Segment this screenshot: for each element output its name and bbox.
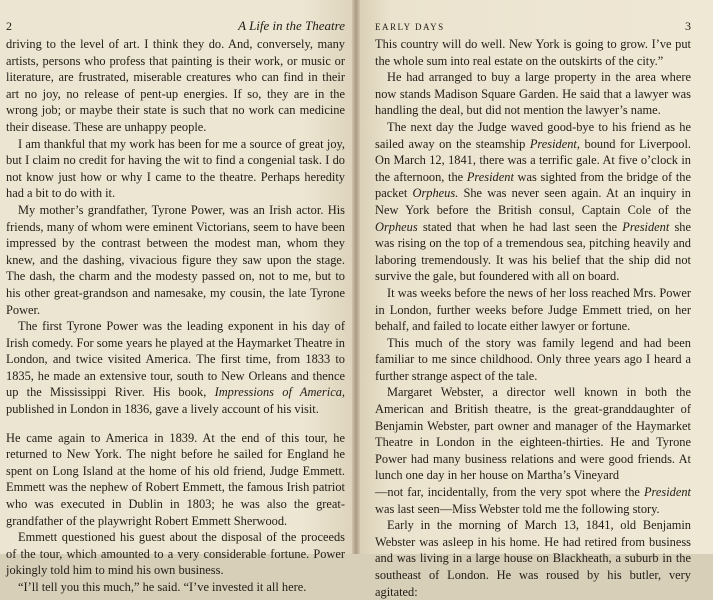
right-page [355,0,713,599]
ship-name: President [622,219,670,234]
paragraph: This much of the story was family legend and had been familiar to me since childhood. Only three years ago I heard a further strange aspect of the tale. [375,335,691,383]
page-number: 2 [6,19,12,33]
paragraph: It was weeks before the news of her loss reached Mrs. Power in London, further weeks before Judge Emmett tried, on her behalf, and failed to locate either lawyer or fortune. [375,285,691,334]
ship-name: President [466,169,514,184]
right-page-header [375,16,691,36]
book-title: Impressions of America, [214,385,345,400]
text-run: was last seen—Miss Webster told me the following story. [375,501,660,516]
paragraph: This country will do well. New York is going to grow. I’ve put the whole sum into real estate on the outskirts of the city.” [375,37,691,68]
text-run: was sighted from the bridge of the packet [375,169,691,201]
paragraph: Emmett questioned his guest about the disposal of the proceeds of the tour, which amounted to a very considerable fortune. Power jokingly told him to mind his own business. [6,530,345,578]
running-head: A Life in the Theatre [238,18,345,33]
paragraph [6,318,345,418]
ship-name: President, [529,136,580,151]
ship-name: Orpheus. [412,186,459,201]
ship-name: President [643,485,691,500]
paragraph: My mother’s grandfather, Tyrone Power, was an Irish actor. His friends, many of whom were eminent Victorians, seem to have been impressed by the contrast between the modest man, whom they knew, and the dashing, vivacious figure they saw upon the stage. The dash, the charm and the modesty passed on, not to me, but to his other great-grandson and namesake, my cousin, the late Tyrone Power. [6,202,345,317]
running-head: EARLY DAYS [375,22,445,32]
text-run: —not far, incidentally, from the very spot where the [375,485,644,500]
paragraph: driving to the level of art. I think they do. And, conversely, many artists, persons who profess that painting is their work, or music or literature, are frustrated, miserable creatures who can find in their art no joy, no release of pent-up energies. If so, they are in the wrong job; or maybe their state is such that no work can medicine their disease. These are unhappy people. [6,37,345,134]
text-run: published in London in 1836, gave a lively account of his visit. [6,402,319,417]
paragraph: “I’ll tell you this much,” he said. “I’ve invested it all here. [18,580,307,594]
paragraph: Early in the morning of March 13, 1841, old Benjamin Webster was asleep in his home. He had retired from business and was living in a large house on Blackheath, a suburb in the southeast of London. He was roused by his butler, very agitated: [375,518,691,599]
paragraph [375,119,691,285]
paragraph: He came again to America in 1839. At the end of this tour, he returned to New York. The night before he sailed for England he spent on Long Island at the home of his old friend, Judge Emmett. Emmett was the nephew of Robert Emmett, the famous Irish patriot who was executed in Dublin in 1803; he was also the great-grandfather of the playwright Robert Emmett Sherwood. [6,430,345,528]
text-run: stated that when he had last seen the [417,219,623,234]
right-page-body [375,36,691,600]
left-page-header [6,16,345,36]
left-page [0,0,355,594]
paragraph: Margaret Webster, a director well known in both the American and British theatre, is the great-granddaughter of Benjamin Webster, part owner and manager of the Haymarket Theatre in London in the eighteen-thirties. He and Tyrone Power had many business relations and were good friends. At lunch one day in her house on Martha’s Vineyard [375,385,691,483]
text-run: She was never seen again. At an inquiry in New York before the British consul, Captain Cole of the [375,186,692,217]
text-run: The next day the Judge waved good-bye to his friend as he sailed away on the steamship [375,119,691,151]
ship-name: Orpheus [375,219,418,234]
left-page-body [6,36,345,596]
text-run: bound for Liverpool. On March 12, 1841, there was a terrific gale. At five o’clock in the afternoon, the [375,136,691,184]
text-run: she was rising on the top of a tremendous sea, pitching heavily and laboring tremendously. It was his belief that the ship did not survive the gale, but foundered with all on board. [375,219,691,284]
paragraph [375,484,691,517]
book-gutter [352,0,360,554]
paragraph: He had arranged to buy a large property in the area where now stands Madison Square Garden. He said that a lawyer was handling the deal, but did not mention the lawyer’s name. [375,70,691,118]
text-run: The first Tyrone Power was the leading exponent in his day of Irish comedy. For some years he played at the Haymarket Theatre in London, and twice visited America. The first time, from 1833 to 1835, he made an extensive tour, south to New Orleans and thence up the Mississippi River. His book, [6,319,345,400]
page-number: 3 [685,19,691,33]
paragraph: I am thankful that my work has been for me a source of great joy, but I claim no credit for having the wit to find a congenial task. I do not know just how or why I came to the theatre. Perhaps heredity had a bit to do with it. [6,136,345,201]
